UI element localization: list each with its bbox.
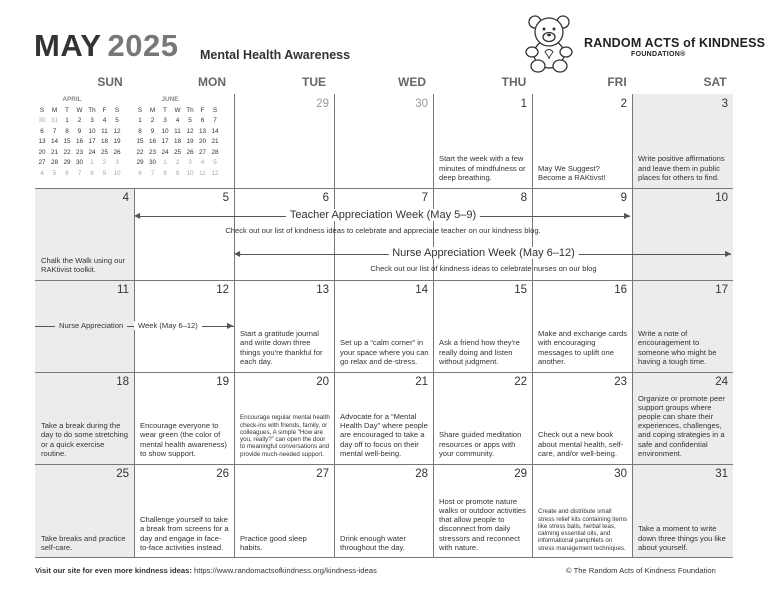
mini-day: 13 xyxy=(38,138,46,145)
day-number: 18 xyxy=(116,376,129,388)
teddy-bear-logo xyxy=(518,12,580,74)
copyright: © The Random Acts of Kindness Foundation xyxy=(566,566,716,575)
day-cell[interactable] xyxy=(134,372,234,464)
column-divider xyxy=(134,188,135,558)
mini-day: 10 xyxy=(186,169,194,177)
day-number: 7 xyxy=(421,192,428,204)
mini-day: 27 xyxy=(38,159,46,166)
mini-day: 3 xyxy=(115,159,119,166)
mini-day: 14 xyxy=(211,127,219,135)
day-cell[interactable] xyxy=(532,464,632,558)
mini-day: 28 xyxy=(50,159,59,166)
mini-day: 7 xyxy=(52,127,57,135)
mini-day: 7 xyxy=(213,117,217,124)
mini-weekday: Th xyxy=(88,107,96,114)
mini-day: 17 xyxy=(88,138,96,145)
kindness-idea: Encourage everyone to wear green (the color of mental health awareness) to show support. xyxy=(140,421,227,458)
mini-day: 30 xyxy=(75,159,84,166)
day-cell[interactable] xyxy=(134,464,234,558)
weekday-header: SAT xyxy=(703,75,727,89)
mini-day: 21 xyxy=(211,138,219,145)
day-cell[interactable] xyxy=(234,280,334,372)
mini-weekday: Th xyxy=(186,107,194,114)
mini-day: 8 xyxy=(65,127,69,135)
day-number: 27 xyxy=(316,468,329,480)
mini-calendar xyxy=(135,96,223,180)
day-cell[interactable] xyxy=(632,464,733,558)
calendar-theme: Mental Health Awareness xyxy=(200,48,351,62)
month-name: MAY xyxy=(34,28,102,63)
mini-day: 2 xyxy=(102,159,107,166)
mini-weekday: S xyxy=(114,107,120,114)
kindness-idea: Share guided meditation resources or apps with your community. xyxy=(439,430,522,458)
kindness-idea: Take breaks and practice self-care. xyxy=(41,533,126,552)
nurse-week-arrow-right-icon: ▶ xyxy=(725,249,732,258)
day-number: 30 xyxy=(415,98,428,110)
mini-day: 1 xyxy=(138,117,142,124)
mini-day: 21 xyxy=(50,148,59,156)
kindness-idea: May We Suggest? Become a RAKtivst! xyxy=(538,163,606,182)
kindness-idea: Check out a new book about mental health, self-care, and/or well-being. xyxy=(538,430,624,458)
mini-day: 13 xyxy=(198,127,207,135)
day-number: 30 xyxy=(614,468,627,480)
mini-day: 17 xyxy=(161,138,169,145)
day-cell[interactable] xyxy=(632,94,733,188)
kindness-idea: Make and exchange cards with encouraging messages to uplift one another. xyxy=(538,329,628,366)
nurse-week-title[interactable]: Nurse Appreciation Week (May 6–12) xyxy=(388,247,579,259)
mini-day: 1 xyxy=(163,159,167,166)
mini-day: 14 xyxy=(50,138,59,145)
day-number: 9 xyxy=(620,192,627,204)
footer-cta: Visit our site for even more kindness ideas: xyxy=(35,566,192,575)
mini-day: 11 xyxy=(101,127,108,135)
month-title xyxy=(34,28,179,64)
mini-weekday: S xyxy=(39,107,45,114)
day-number: 25 xyxy=(116,468,129,480)
day-number: 1 xyxy=(520,98,527,110)
day-number: 13 xyxy=(316,284,329,296)
mini-day: 24 xyxy=(88,148,96,156)
calendar-grid xyxy=(35,94,733,558)
mini-day: 30 xyxy=(38,117,46,124)
row-divider xyxy=(35,188,733,189)
mini-day: 3 xyxy=(188,159,192,166)
mini-weekday: W xyxy=(76,107,83,114)
kindness-idea: Chalk the Walk using our RAKtivist toolkit. xyxy=(41,255,126,274)
day-cell[interactable] xyxy=(433,280,532,372)
mini-day: 31 xyxy=(50,117,59,124)
mini-day: 25 xyxy=(173,148,182,156)
mini-day: 26 xyxy=(186,148,194,156)
mini-day: 12 xyxy=(211,169,219,177)
weekday-header: WED xyxy=(398,75,426,89)
mini-day: 26 xyxy=(113,148,121,156)
kindness-idea: Set up a “calm corner” in your space where you can go relax and de-stress. xyxy=(340,338,429,366)
day-cell[interactable] xyxy=(234,464,334,558)
nurse-week-continued-dates: Week (May 6–12) xyxy=(134,321,202,330)
mini-day: 12 xyxy=(186,127,194,135)
mini-day: 2 xyxy=(77,117,82,124)
mini-weekday: T xyxy=(65,107,69,114)
mini-day: 20 xyxy=(38,148,46,156)
day-number: 22 xyxy=(514,376,527,388)
day-number: 5 xyxy=(222,192,229,204)
mini-day: 5 xyxy=(188,117,192,124)
mini-day: 3 xyxy=(163,117,167,124)
day-number: 3 xyxy=(721,98,728,110)
mini-day: 4 xyxy=(175,117,180,124)
mini-day: 5 xyxy=(213,159,217,166)
weekday-header: FRI xyxy=(607,75,627,89)
kindness-idea: Practice good sleep habits. xyxy=(240,533,307,552)
day-cell[interactable] xyxy=(334,94,433,188)
day-cell[interactable] xyxy=(134,188,234,280)
day-cell[interactable] xyxy=(334,372,433,464)
mini-weekday: F xyxy=(200,107,205,114)
mini-day: 7 xyxy=(150,169,155,177)
day-cell[interactable] xyxy=(532,94,632,188)
day-number: 28 xyxy=(415,468,428,480)
day-cell[interactable] xyxy=(234,372,334,464)
mini-day: 10 xyxy=(88,127,96,135)
kindness-idea: Write a note of encouragement to someone who might be having a tough time. xyxy=(638,329,717,366)
mini-day: 23 xyxy=(75,148,84,156)
mini-day: 15 xyxy=(136,138,144,145)
row-divider xyxy=(35,464,733,465)
day-number: 23 xyxy=(614,376,627,388)
day-number: 16 xyxy=(614,284,627,296)
org-foundation: FOUNDATION® xyxy=(631,51,686,58)
day-cell[interactable] xyxy=(35,372,134,464)
mini-day: 30 xyxy=(148,159,157,166)
mini-day: 4 xyxy=(40,169,44,177)
row-divider xyxy=(35,372,733,373)
year: 2025 xyxy=(107,28,179,63)
day-cell[interactable] xyxy=(433,464,532,558)
mini-day: 8 xyxy=(138,127,142,135)
day-number: 29 xyxy=(514,468,527,480)
day-number: 15 xyxy=(514,284,527,296)
day-cell[interactable] xyxy=(532,280,632,372)
mini-day: 29 xyxy=(63,159,71,166)
mini-calendar-title: APRIL xyxy=(62,96,82,103)
mini-day: 4 xyxy=(200,159,205,166)
mini-day: 28 xyxy=(211,148,219,156)
teacher-week-arrow-right-icon: ▶ xyxy=(624,211,631,220)
mini-day: 1 xyxy=(90,159,94,166)
mini-day: 19 xyxy=(113,138,121,145)
mini-day: 9 xyxy=(102,169,107,177)
mini-day: 18 xyxy=(100,138,109,145)
day-cell[interactable] xyxy=(632,188,733,280)
day-number: 4 xyxy=(122,192,129,204)
mini-day: 6 xyxy=(200,117,205,124)
day-number: 6 xyxy=(322,192,329,204)
mini-day: 25 xyxy=(100,148,109,156)
day-cell[interactable] xyxy=(532,372,632,464)
mini-day: 7 xyxy=(77,169,82,177)
mini-day: 11 xyxy=(174,127,181,135)
kindness-idea: Organize or promote peer support groups where people can share their experiences, challenges, and coping strategies in a safe and confidential environment. xyxy=(638,393,725,458)
day-cell[interactable] xyxy=(234,94,334,188)
mini-day: 1 xyxy=(65,117,69,124)
column-divider xyxy=(433,94,434,558)
day-number: 2 xyxy=(620,98,627,110)
kindness-idea: Drink enough water throughout the day. xyxy=(340,533,406,552)
mini-day: 18 xyxy=(173,138,182,145)
kindness-idea: Host or promote nature walks or outdoor activities that allow people to disconnect from daily stressors and reconnect with nature. xyxy=(439,496,526,552)
row-divider xyxy=(35,280,733,281)
teacher-week-arrow-left-icon: ◀ xyxy=(134,211,141,220)
mini-weekday: F xyxy=(102,107,107,114)
day-number: 8 xyxy=(520,192,527,204)
mini-day: 27 xyxy=(198,148,207,156)
mini-day: 16 xyxy=(75,138,84,145)
day-number: 29 xyxy=(316,98,329,110)
day-number: 14 xyxy=(415,284,428,296)
nurse-week-continued-arrow-right-icon: ▶ xyxy=(227,321,234,330)
grid-bottom xyxy=(35,557,733,558)
column-divider xyxy=(532,94,533,558)
mini-weekday: S xyxy=(212,107,218,114)
weekday-header: THU xyxy=(501,75,527,89)
day-number: 11 xyxy=(117,284,129,296)
day-cell[interactable] xyxy=(433,372,532,464)
mini-day: 11 xyxy=(199,169,206,177)
kindness-idea: Take a moment to write down three things you like about yourself. xyxy=(638,524,726,552)
day-number: 31 xyxy=(715,468,728,480)
mini-day: 9 xyxy=(150,127,155,135)
mini-day: 8 xyxy=(90,169,94,177)
mini-day: 4 xyxy=(102,117,107,124)
nurse-week-note[interactable]: Check out our list of kindness ideas to celebrate nurses on our blog xyxy=(370,264,597,273)
kindness-idea: Write positive affirmations and leave them in public places for others to find. xyxy=(638,154,725,182)
footer-url[interactable]: https://www.randomactsofkindness.org/kindness-ideas xyxy=(193,566,377,575)
mini-day: 23 xyxy=(148,148,157,156)
kindness-idea: Ask a friend how they're really doing and listen without judgment. xyxy=(439,338,520,366)
mini-weekday: W xyxy=(174,107,181,114)
column-divider xyxy=(632,94,633,558)
day-cell[interactable] xyxy=(334,464,433,558)
teacher-week-note[interactable]: Check out our list of kindness ideas to celebrate and appreciate teacher on our kindness blog. xyxy=(225,226,541,235)
kindness-idea: Advocate for a “Mental Health Day” where people are encouraged to take a day off to focus on their mental well-being. xyxy=(340,411,428,458)
mini-calendar-title: JUNE xyxy=(161,96,179,103)
day-cell[interactable] xyxy=(433,94,532,188)
mini-day: 22 xyxy=(63,148,71,156)
footer-link-line xyxy=(35,566,377,575)
mini-day: 20 xyxy=(198,138,207,145)
kindness-idea: Start a gratitude journal and write down three things you're thankful for each day. xyxy=(240,329,323,366)
column-divider xyxy=(334,94,335,558)
mini-weekday: M xyxy=(149,107,156,114)
day-number: 12 xyxy=(216,284,229,296)
mini-day: 5 xyxy=(115,117,119,124)
mini-day: 2 xyxy=(150,117,155,124)
mini-day: 10 xyxy=(161,127,169,135)
weekday-header: MON xyxy=(198,75,226,89)
nurse-week-continued-label: Nurse Appreciation xyxy=(55,321,127,330)
weekday-header: TUE xyxy=(302,75,326,89)
column-divider xyxy=(234,94,235,558)
day-cell[interactable] xyxy=(334,280,433,372)
day-cell[interactable] xyxy=(632,372,733,464)
mini-day: 29 xyxy=(136,159,144,166)
mini-day: 22 xyxy=(136,148,144,156)
kindness-idea: Take a break during the day to do some stretching or a quick exercise routine. xyxy=(41,421,128,458)
kindness-idea: Create and distribute small stress relief kits containing items like stress balls, herbal teas, calming essential oils, and informational pamphlets on stress management techniques. xyxy=(538,508,628,552)
day-number: 21 xyxy=(415,376,428,388)
org-name: RANDOM ACTS of KINDNESS xyxy=(584,36,766,50)
mini-day: 2 xyxy=(175,159,180,166)
mini-day: 9 xyxy=(77,127,82,135)
mini-day: 6 xyxy=(138,169,142,177)
mini-day: 12 xyxy=(113,127,121,135)
mini-day: 19 xyxy=(186,138,194,145)
mini-weekday: M xyxy=(51,107,58,114)
day-number: 10 xyxy=(715,192,728,204)
day-number: 17 xyxy=(715,284,728,296)
day-cell[interactable] xyxy=(35,464,134,558)
mini-day: 9 xyxy=(175,169,180,177)
day-number: 20 xyxy=(316,376,329,388)
mini-day: 24 xyxy=(161,148,169,156)
mini-day: 5 xyxy=(52,169,57,177)
day-cell[interactable] xyxy=(632,280,733,372)
nurse-week-arrow-left-icon: ◀ xyxy=(234,249,241,258)
day-number: 19 xyxy=(216,376,229,388)
mini-day: 3 xyxy=(90,117,94,124)
kindness-idea: Challenge yourself to take a break from screens for a day and engage in face-to-face activities instead. xyxy=(140,515,229,552)
day-cell[interactable] xyxy=(35,188,134,280)
mini-day: 10 xyxy=(113,169,121,177)
teacher-week-title[interactable]: Teacher Appreciation Week (May 5–9) xyxy=(286,209,480,221)
kindness-idea: Start the week with a few minutes of mindfulness or deep breathing. xyxy=(439,154,526,182)
mini-day: 6 xyxy=(40,127,44,135)
weekday-header: SUN xyxy=(97,75,123,89)
mini-day: 8 xyxy=(163,169,167,177)
mini-weekday: T xyxy=(163,107,167,114)
mini-day: 16 xyxy=(148,138,157,145)
mini-weekday: S xyxy=(137,107,143,114)
mini-day: 15 xyxy=(63,138,71,145)
mini-calendar xyxy=(37,96,125,180)
day-number: 24 xyxy=(715,376,728,388)
kindness-idea: Encourage regular mental health check-ins with friends, family, or colleagues. A simple “How are you, really?” can open the door to meaningful conversations and provide much-needed support. xyxy=(240,414,330,458)
day-number: 26 xyxy=(216,468,229,480)
mini-day: 6 xyxy=(65,169,69,177)
